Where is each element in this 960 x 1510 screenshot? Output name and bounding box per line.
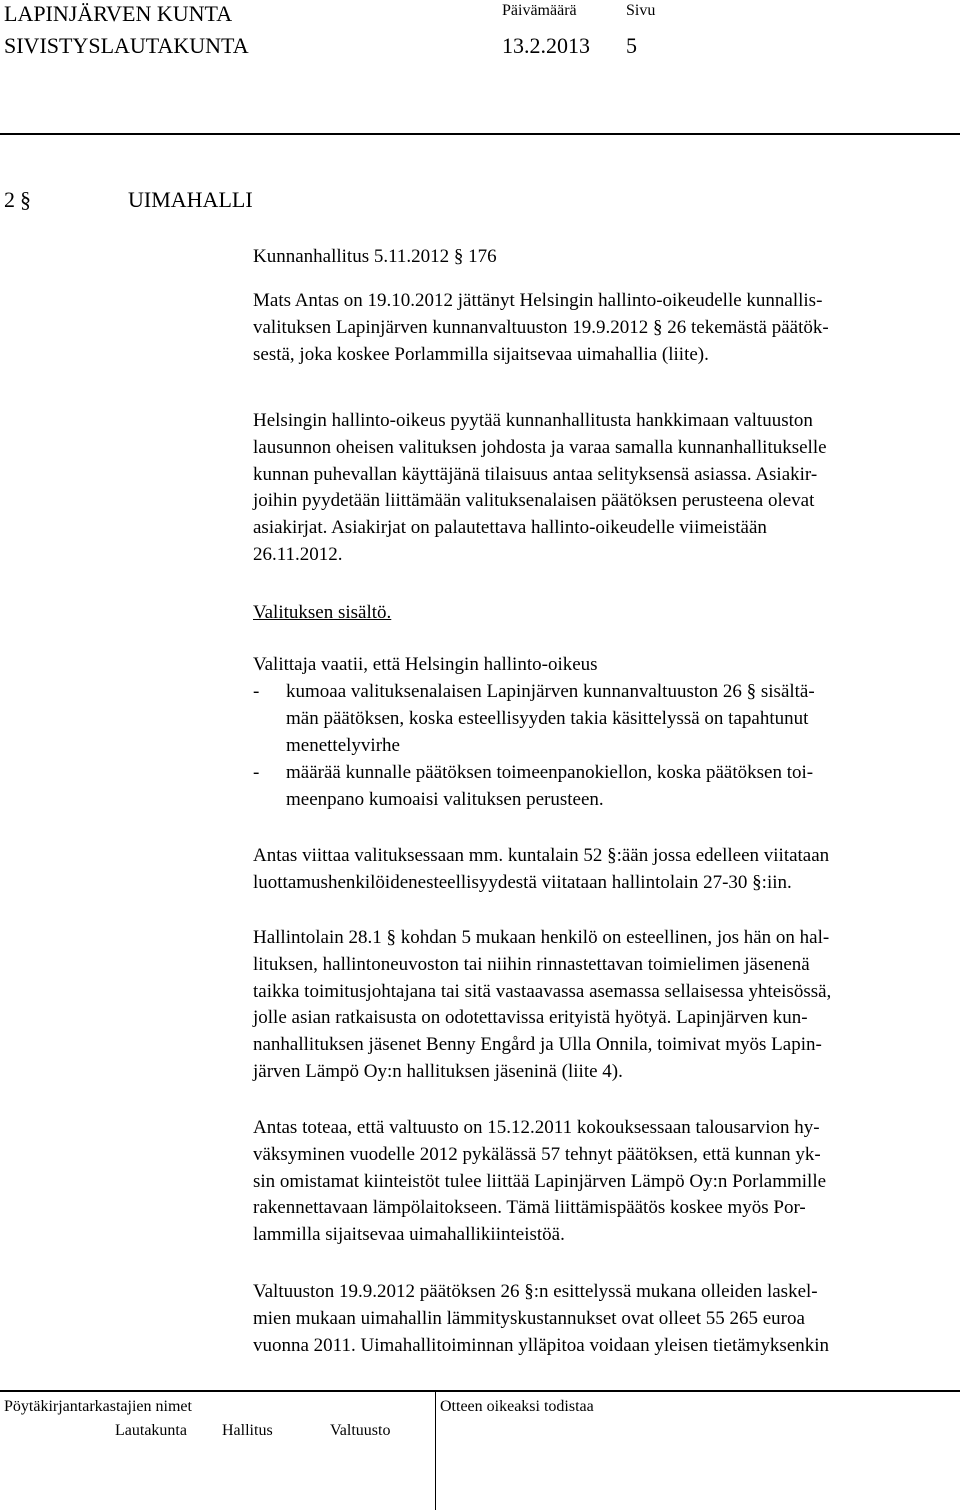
text-line: väksyminen vuodelle 2012 pykälässä 57 tehnyt päätöksen, että kunnan yk- xyxy=(253,1143,821,1165)
date-label: Päivämäärä xyxy=(502,2,577,19)
text-line: Valtuuston 19.9.2012 päätöksen 26 §:n esittelyssä mukana olleiden laskel- xyxy=(253,1281,818,1302)
text-line: järven Lämpö Oy:n hallituksen jäseninä (liite 4). xyxy=(253,1060,623,1082)
text-line: Helsingin hallinto-oikeus pyytää kunnanhallitusta hankkimaan valtuuston xyxy=(253,410,813,431)
text-line: valituksen Lapinjärven kunnanvaltuuston 19.9.2012 § 26 tekemästä päätök- xyxy=(253,316,829,338)
board-name: SIVISTYSLAUTAKUNTA xyxy=(4,33,249,58)
footer-vertical-line xyxy=(435,1392,436,1510)
text-line: Mats Antas on 19.10.2012 jättänyt Helsingin hallinto-oikeudelle kunnallis- xyxy=(253,290,823,311)
text-line: meenpano kumoaisi valituksen perusteen. xyxy=(286,788,604,810)
text-line: määrää kunnalle päätöksen toimeenpanokiellon, koska päätöksen toi- xyxy=(286,762,814,783)
text-line: Hallintolain 28.1 § kohdan 5 mukaan henkilö on esteellinen, jos hän on hal- xyxy=(253,927,830,948)
text-line: vuonna 2011. Uimahallitoiminnan ylläpitoa voidaan yleisen tietämyksenkin xyxy=(253,1334,830,1356)
certified-label: Otteen oikeaksi todistaa xyxy=(440,1398,594,1415)
list-item xyxy=(286,679,815,759)
text-line: lituksen, hallintoneuvoston tai niihin rinnastettavan toimielimen jäsenenä xyxy=(253,953,810,975)
text-line: rakennettavaan lämpölaitokseen. Tämä liittämispäätös koskee myös Por- xyxy=(253,1197,806,1219)
section-symbol: § xyxy=(20,187,31,212)
paragraph-heating-costs xyxy=(253,1279,953,1359)
footer-divider xyxy=(0,1390,960,1392)
paragraph-municipal-act xyxy=(253,843,953,897)
text-line: jolle asian ratkaisusta on odotettavissa erityistä hyötyä. Lapinjärven kun- xyxy=(253,1007,808,1029)
text-line: Antas toteaa, että valtuusto on 15.12.2011 kokouksessaan talousarvion hy- xyxy=(253,1117,820,1138)
paragraph-administrative-act xyxy=(253,925,953,1086)
text-line: kunnan puhevallan käyttäjänä tilaisuus antaa selityksensä asiassa. Asiakir- xyxy=(253,463,818,485)
checkers-label: Pöytäkirjantarkastajien nimet xyxy=(4,1398,192,1415)
footer-column-label: Hallitus xyxy=(222,1422,273,1439)
text-line: asiakirjat. Asiakirjat on palautettava hallinto-oikeudelle viimeistään xyxy=(253,517,767,539)
text-line: kumoaa valituksenalaisen Lapinjärven kunnanvaltuuston 26 § sisältä- xyxy=(286,681,815,702)
paragraph-court-request xyxy=(253,408,953,569)
org-name: LAPINJÄRVEN KUNTA xyxy=(4,1,233,26)
list-item xyxy=(286,760,813,814)
text-line: Antas viittaa valituksessaan mm. kuntalain 52 §:ään jossa edelleen viitataan xyxy=(253,845,830,866)
list-dash: - xyxy=(253,681,260,702)
text-line: lammilla sijaitsevaa uimahallikiinteistöä. xyxy=(253,1224,565,1246)
text-line: 26.11.2012. xyxy=(253,543,343,565)
text-line: taikka toimitusjohtajana tai sitä vastaavassa asemassa sellaisessa yhteisössä, xyxy=(253,980,832,1002)
text-line: luottamushenkilöidenesteellisyydestä viitataan hallintolain 27-30 §:iin. xyxy=(253,871,792,893)
section-number: 2 xyxy=(4,187,15,212)
text-line: mien mukaan uimahallin lämmityskustannukset ovat olleet 55 265 euroa xyxy=(253,1307,805,1329)
paragraph-council-decision xyxy=(253,1115,953,1249)
page-label: Sivu xyxy=(626,2,656,19)
subheading-appeal-content: Valituksen sisältö. xyxy=(253,602,392,623)
text-line: män päätöksen, koska esteellisyyden takia käsittelyssä on tapahtunut xyxy=(286,707,809,729)
footer-column-label: Lautakunta xyxy=(115,1422,187,1439)
page-number: 5 xyxy=(626,33,637,58)
text-line: sestä, joka koskee Porlammilla sijaitsevaa uimahallia (liite). xyxy=(253,343,709,365)
text-line: sin omistamat kiinteistöt tulee liittää Lapinjärven Lämpö Oy:n Porlammille xyxy=(253,1170,827,1192)
list-dash: - xyxy=(253,762,260,783)
demands-intro: Valittaja vaatii, että Helsingin hallinto-oikeus xyxy=(253,654,598,675)
meeting-date: 13.2.2013 xyxy=(502,33,590,58)
paragraph-appeal xyxy=(253,288,953,368)
text-line: lausunnon oheisen valituksen johdosta ja varaa samalla kunnanhallitukselle xyxy=(253,436,827,458)
footer-column-label: Valtuusto xyxy=(330,1422,391,1439)
reference-line: Kunnanhallitus 5.11.2012 § 176 xyxy=(253,246,497,267)
text-line: nanhallituksen jäsenet Benny Engård ja Ulla Onnila, toimivat myös Lapin- xyxy=(253,1034,822,1056)
text-line: joihin pyydetään liittämään valituksenalaisen päätöksen perusteena olevat xyxy=(253,490,815,512)
section-title: UIMAHALLI xyxy=(128,187,253,212)
text-line: menettelyvirhe xyxy=(286,734,400,756)
header-divider xyxy=(0,133,960,135)
